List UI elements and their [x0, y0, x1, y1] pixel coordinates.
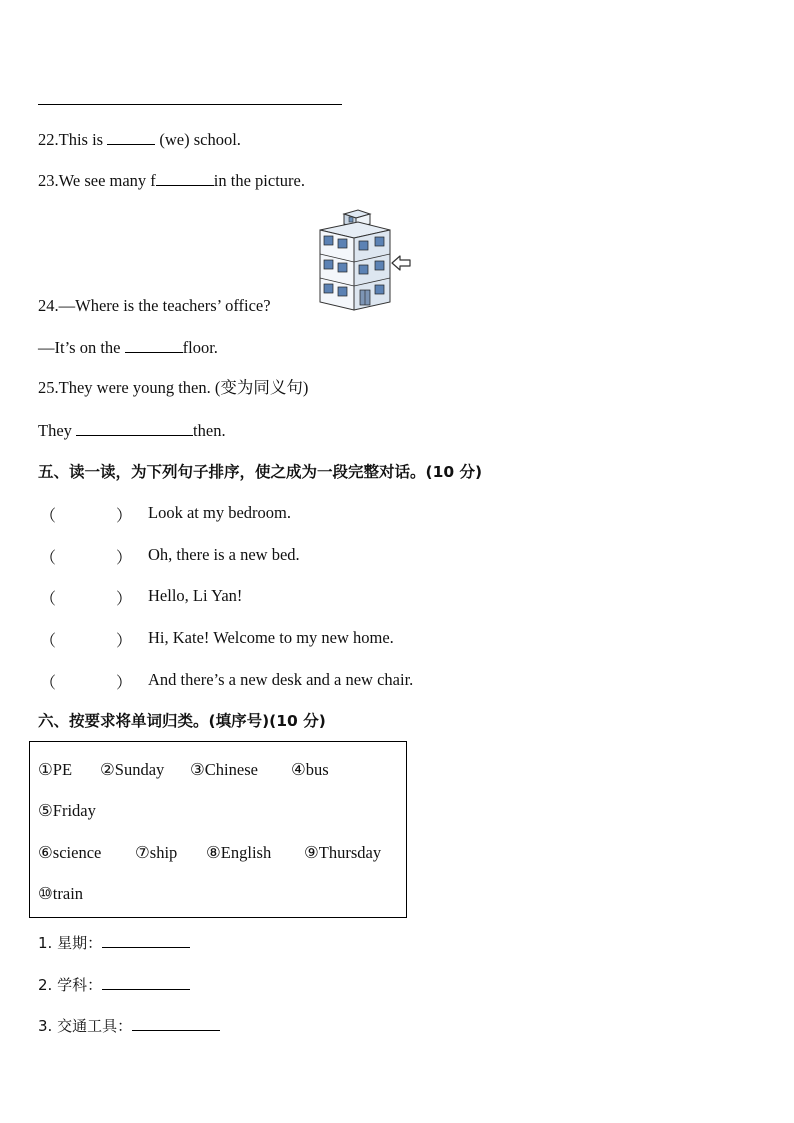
- answer-text: floor.: [182, 338, 218, 357]
- answer-blank[interactable]: [132, 1015, 220, 1031]
- arrow-left-icon: [390, 254, 412, 272]
- question-22: [38, 129, 241, 150]
- answer-blank[interactable]: [156, 170, 214, 186]
- dialogue-line: Hi, Kate! Welcome to my new home.: [148, 628, 394, 647]
- answer-text: —It’s on the: [38, 338, 125, 357]
- order-close-paren: ）: [116, 508, 133, 525]
- answer-text: They: [38, 421, 77, 440]
- word-item: ①PE: [38, 760, 73, 779]
- word-bank-box: [29, 741, 407, 918]
- word-item: ⑧English: [206, 843, 272, 862]
- answer-blank[interactable]: [102, 932, 190, 948]
- word-item: ③Chinese: [190, 760, 258, 779]
- answer-blank[interactable]: [76, 420, 193, 436]
- question-text: in the picture.: [213, 171, 305, 190]
- word-item: ②Sunday: [100, 760, 165, 779]
- section-5-title: 五、读一读，为下列句子排序，使之成为一段完整对话。(10 分): [38, 463, 483, 481]
- question-text: —Where is the teachers’ office?: [58, 296, 271, 315]
- question-text: We see many f: [58, 171, 156, 190]
- question-24: [38, 296, 271, 316]
- question-text: school.: [189, 130, 241, 149]
- word-item: ⑨Thursday: [304, 843, 382, 862]
- dialogue-line: And there’s a new desk and a new chair.: [148, 670, 414, 689]
- dialogue-line: Hello, Li Yan!: [148, 586, 243, 605]
- order-close-paren: ）: [116, 591, 133, 608]
- question-text: This is: [58, 130, 108, 149]
- word-item: ⑥science: [38, 843, 102, 862]
- order-open-paren[interactable]: （: [40, 508, 57, 525]
- dialogue-line: Oh, there is a new bed.: [148, 545, 300, 564]
- word-item: ⑤Friday: [38, 801, 96, 820]
- question-number: 22.: [38, 130, 59, 149]
- hint-text: (we): [159, 130, 190, 149]
- category-label: 2. 学科：: [38, 976, 103, 994]
- question-number: 23.: [38, 171, 59, 190]
- question-25-answer: [38, 420, 226, 441]
- answer-blank[interactable]: [107, 129, 155, 145]
- order-close-paren: ）: [116, 550, 133, 567]
- question-number: 24.: [38, 296, 59, 315]
- answer-line-21[interactable]: [38, 104, 342, 105]
- answer-text: then.: [193, 421, 226, 440]
- order-open-paren[interactable]: （: [40, 591, 57, 608]
- answer-blank[interactable]: [102, 974, 190, 990]
- building-picture: [314, 208, 414, 314]
- category-label: 3. 交通工具：: [38, 1017, 133, 1035]
- word-item: ⑩train: [38, 884, 84, 903]
- category-weekdays: [38, 932, 190, 953]
- order-close-paren: ）: [116, 675, 133, 692]
- question-number: 25.: [38, 378, 59, 397]
- category-transport: [38, 1015, 220, 1036]
- question-23: [38, 170, 305, 191]
- category-label: 1. 星期：: [38, 934, 103, 952]
- order-open-paren[interactable]: （: [40, 675, 57, 692]
- word-item: ④bus: [291, 760, 329, 779]
- section-6-title: 六、按要求将单词归类。(填序号)(10 分): [38, 712, 326, 730]
- dialogue-line: Look at my bedroom.: [148, 503, 291, 522]
- order-open-paren[interactable]: （: [40, 633, 57, 650]
- word-item: ⑦ship: [135, 843, 178, 862]
- question-25: [38, 378, 308, 398]
- answer-blank[interactable]: [125, 337, 183, 353]
- order-close-paren: ）: [116, 633, 133, 650]
- question-24-answer: [38, 337, 218, 358]
- question-text: They were young then. (变为同义句): [58, 378, 309, 397]
- order-open-paren[interactable]: （: [40, 550, 57, 567]
- category-subjects: [38, 974, 190, 995]
